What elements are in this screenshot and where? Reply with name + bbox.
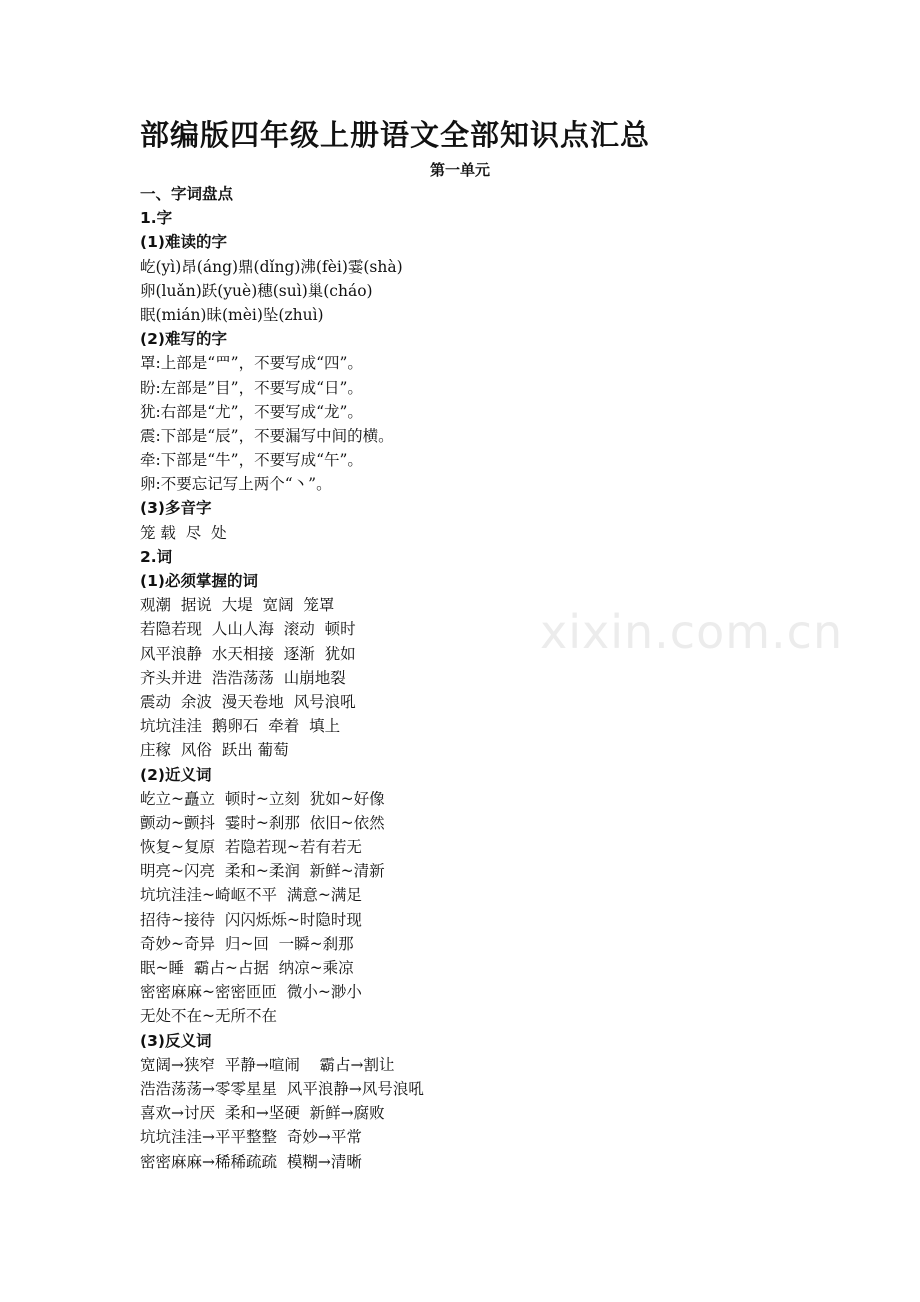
text-line: 震:下部是“辰”，不要漏写中间的横。	[140, 426, 394, 445]
text-line: 宽阔→狭窄 平静→喧闹 霸占→割让	[140, 1055, 395, 1074]
text-line: 喜欢→讨厌 柔和→坚硬 新鲜→腐败	[140, 1104, 385, 1123]
text-line: 牵:下部是“牛”，不要写成“午”。	[140, 451, 363, 470]
text-line: 坑坑洼洼~崎岖不平 满意~满足	[140, 886, 362, 905]
text-line: 卵(luǎn)跃(yuè)穗(suì)巢(cháo)	[140, 281, 373, 300]
document-page	[140, 112, 780, 1174]
document-body	[140, 182, 780, 1174]
text-line: 庄稼 风俗 跃出 葡萄	[140, 741, 289, 760]
text-line: 浩浩荡荡→零零星星 风平浪静→风号浪吼	[140, 1079, 424, 1098]
text-line: 眠~睡 霸占~占据 纳凉~乘凉	[140, 959, 354, 977]
text-line: 恢复~复原 若隐若现~若有若无	[140, 838, 362, 857]
text-line: 招待~接待 闪闪烁烁~时隐时现	[140, 910, 362, 929]
section-heading: 1.字	[140, 209, 173, 228]
text-line: 无处不在~无所不在	[140, 1007, 277, 1026]
text-line: 坑坑洼洼→平平整整 奇妙→平常	[140, 1128, 362, 1147]
text-line: 笼 载 尽 处	[140, 523, 227, 542]
section-heading: (2)难写的字	[140, 330, 227, 349]
text-line: 犹:右部是“尤”，不要写成“龙”。	[140, 402, 363, 421]
text-line: 观潮 据说 大堤 宽阔 笼罩	[140, 596, 335, 615]
text-line: 屹立~矗立 顿时~立刻 犹如~好像	[140, 789, 385, 808]
text-line: 盼:左部是”目”，不要写成“日”。	[140, 378, 363, 397]
watermark: xixin.com.cn	[540, 605, 844, 659]
text-line: 密密麻麻~密密匝匝 微小~渺小	[140, 983, 362, 1002]
text-line: 齐头并进 浩浩荡荡 山崩地裂	[140, 668, 346, 687]
text-line: 眠(mián)昧(mèi)坠(zhuì)	[140, 305, 324, 324]
text-line: 密密麻麻→稀稀疏疏 模糊→清晰	[140, 1152, 362, 1171]
section-heading: (3)多音字	[140, 499, 212, 518]
text-line: 若隐若现 人山人海 滚动 顿时	[140, 620, 356, 639]
text-line: 罩:上部是“罒”，不要写成“四”。	[140, 354, 363, 373]
text-line: 屹(yì)昂(áng)鼎(dǐng)沸(fèi)霎(shà)	[140, 257, 403, 276]
section-heading: (3)反义词	[140, 1031, 212, 1050]
text-line: 明亮~闪亮 柔和~柔润 新鲜~清新	[140, 862, 385, 881]
section-heading: 2.词	[140, 547, 173, 566]
document-title: 部编版四年级上册语文全部知识点汇总	[140, 118, 651, 152]
text-line: 奇妙~奇异 归~回 一瞬~刹那	[140, 934, 354, 953]
text-line: 坑坑洼洼 鹅卵石 牵着 填上	[140, 717, 341, 736]
text-line: 风平浪静 水天相接 逐渐 犹如	[140, 644, 356, 663]
text-line: 卵:不要忘记写上两个“丶”。	[140, 475, 332, 494]
section-heading: (2)近义词	[140, 765, 212, 784]
unit-heading: 第一单元	[429, 161, 490, 179]
section-heading: (1)难读的字	[140, 233, 227, 252]
text-line: 颤动~颤抖 霎时~刹那 依旧~依然	[140, 813, 385, 832]
section-heading: (1)必须掌握的词	[140, 572, 258, 590]
text-line: 震动 余波 漫天卷地 风号浪吼	[140, 692, 356, 711]
section-heading: 一、字词盘点	[140, 185, 234, 203]
